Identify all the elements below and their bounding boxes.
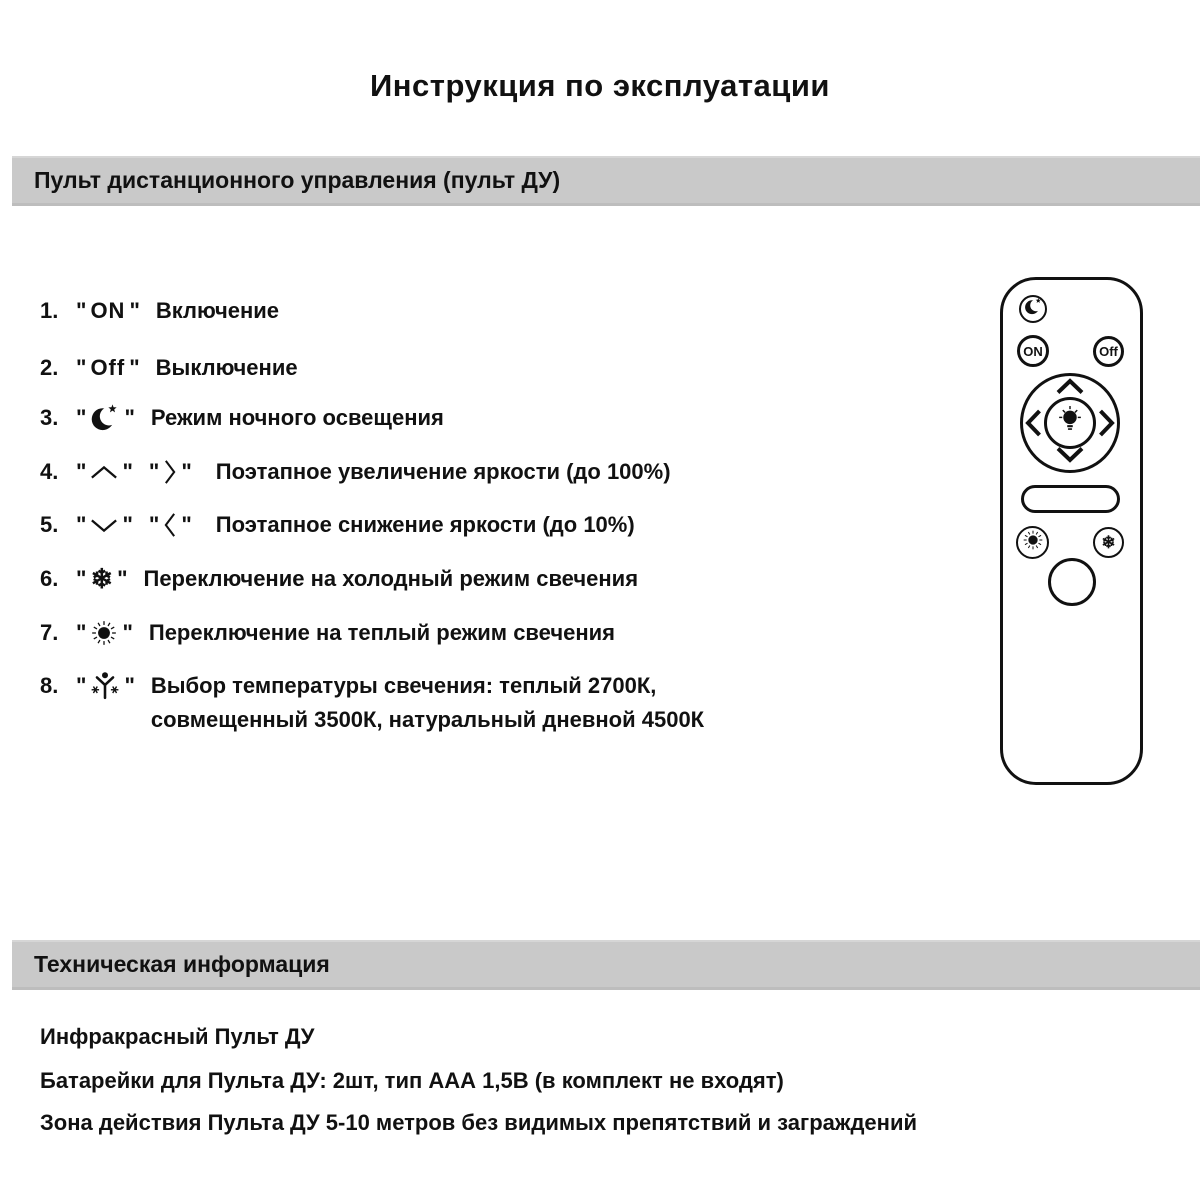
instruction-item-brightness-up: [40, 455, 671, 489]
item-description: Режим ночного освещения: [150, 405, 444, 430]
remote-control-illustration: [1000, 277, 1143, 785]
item-number: 2.: [40, 355, 59, 380]
item-number: 7.: [40, 620, 59, 645]
quote-mark: ": [129, 298, 140, 323]
remote-warm-button: [1016, 526, 1049, 559]
instruction-item-warm-mode: [40, 616, 615, 650]
item-description-line2: совмещенный 3500К, натуральный дневной 4500К: [150, 707, 705, 732]
chevron-left-icon: [163, 508, 177, 542]
quote-mark: ": [181, 512, 192, 537]
remote-round-button: [1048, 558, 1096, 606]
quote-mark: ": [76, 620, 87, 645]
instruction-item-temp-select: [40, 669, 704, 737]
tech-info-line: Зона действия Пульта ДУ 5-10 метров без видимых препятствий и заграждений: [40, 1110, 918, 1135]
tech-info-line: Инфракрасный Пульт ДУ: [40, 1024, 315, 1049]
quote-mark: ": [122, 620, 133, 645]
item-description-line1: Выбор температуры свечения: теплый 2700К,: [150, 673, 657, 698]
item-description: Включение: [155, 298, 280, 323]
quote-mark: ": [76, 512, 87, 537]
remote-on-button: [1017, 335, 1049, 367]
instruction-item-cold-mode: [40, 562, 638, 596]
page-title: Инструкция по эксплуатации: [370, 68, 830, 103]
quote-mark: ": [117, 566, 128, 591]
remote-pill-button: [1021, 485, 1120, 513]
dpad-right-icon: [1098, 407, 1115, 444]
on-key-label: ON: [90, 298, 126, 323]
sun-icon: [90, 616, 118, 650]
quote-mark: ": [124, 405, 135, 430]
item-description: Переключение на холодный режим свечения: [143, 566, 639, 591]
quote-mark: ": [76, 405, 87, 430]
quote-mark: ": [129, 355, 140, 380]
dpad-down-icon: [1054, 446, 1086, 468]
item-number: 6.: [40, 566, 59, 591]
off-key-label: Off: [90, 355, 126, 380]
remote-dpad: [1020, 373, 1120, 473]
quote-mark: ": [122, 459, 133, 484]
remote-night-mode-button: [1019, 295, 1047, 323]
item-number: 4.: [40, 459, 59, 484]
chevron-down-icon: [90, 508, 118, 542]
instruction-item-on: [40, 294, 279, 328]
item-number: 3.: [40, 405, 59, 430]
section-header-remote: [12, 156, 1200, 206]
remote-off-label: Off: [1099, 344, 1118, 359]
instruction-item-night-mode: [40, 401, 444, 435]
section-header-tech-label: Техническая информация: [34, 951, 330, 977]
remote-on-label: ON: [1023, 343, 1043, 359]
quote-mark: ": [148, 512, 160, 537]
item-number: 5.: [40, 512, 59, 537]
section-header-tech: [12, 940, 1200, 990]
quote-mark: ": [76, 566, 87, 591]
item-description: Поэтапное снижение яркости (до 10%): [215, 512, 635, 537]
snowflake-icon: ❄: [90, 564, 114, 594]
quote-mark: ": [148, 459, 160, 484]
bulb-icon: [1057, 405, 1083, 441]
chevron-up-icon: [90, 455, 118, 489]
dpad-left-icon: [1025, 407, 1042, 444]
item-number: 8.: [40, 673, 59, 698]
instruction-item-off: [40, 351, 298, 385]
quote-mark: ": [76, 355, 87, 380]
chevron-right-icon: [163, 455, 177, 489]
remote-cold-button: [1093, 527, 1124, 558]
remote-off-button: [1093, 336, 1124, 367]
quote-mark: ": [76, 298, 87, 323]
quote-mark: ": [181, 459, 192, 484]
snowflake-icon: ❄: [1101, 532, 1116, 552]
moon-icon: [1024, 297, 1043, 321]
quote-mark: ": [122, 512, 133, 537]
temp-select-icon: [90, 669, 120, 703]
moon-icon: [90, 401, 120, 435]
item-number: 1.: [40, 298, 59, 323]
item-description: [151, 669, 704, 737]
tech-info-line: Батарейки для Пульта ДУ: 2шт, тип ААА 1,5В (в комплект не входят): [40, 1068, 784, 1093]
quote-mark: ": [76, 459, 87, 484]
instruction-item-brightness-down: [40, 508, 635, 542]
item-description: Выключение: [155, 355, 298, 380]
item-description: Переключение на теплый режим свечения: [148, 620, 616, 645]
sun-icon: [1022, 529, 1044, 556]
quote-mark: ": [124, 673, 135, 698]
section-header-remote-label: Пульт дистанционного управления (пульт ДУ): [34, 167, 561, 193]
quote-mark: ": [76, 673, 87, 698]
remote-light-button: [1044, 397, 1096, 449]
item-description: Поэтапное увеличение яркости (до 100%): [215, 459, 671, 484]
